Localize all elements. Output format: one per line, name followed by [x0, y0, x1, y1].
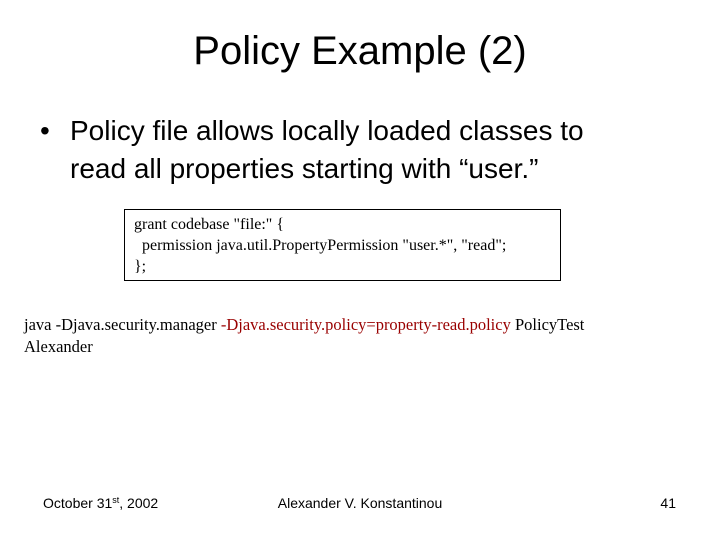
- code-line-1: grant codebase "file:" {: [134, 216, 285, 233]
- footer-author: Alexander V. Konstantinou: [277, 495, 443, 511]
- bullet-text-line-2: read all properties starting with “user.”: [70, 153, 539, 184]
- footer-page-number: 41: [660, 495, 676, 511]
- footer-date-prefix: October 31: [43, 495, 113, 511]
- command-line: [24, 314, 694, 358]
- footer-date-superscript: st: [112, 495, 120, 505]
- command-part-1: java -Djava.security.manager: [24, 315, 221, 334]
- bullet-point: [40, 112, 690, 188]
- bullet-marker: •: [40, 115, 50, 146]
- command-argument: Alexander: [24, 337, 93, 356]
- code-line-2: permission java.util.PropertyPermission "user.*", "read";: [134, 237, 507, 254]
- command-part-2: PolicyTest: [510, 315, 585, 334]
- bullet-text-line-1: Policy file allows locally loaded classes to: [70, 115, 584, 146]
- slide-title: Policy Example (2): [193, 29, 527, 73]
- footer-date-suffix: , 2002: [119, 495, 159, 511]
- command-policy-option: -Djava.security.policy=property-read.policy: [220, 315, 511, 334]
- policy-code-box: [124, 209, 561, 281]
- code-line-3: };: [134, 258, 147, 275]
- bullet-text: [40, 112, 690, 188]
